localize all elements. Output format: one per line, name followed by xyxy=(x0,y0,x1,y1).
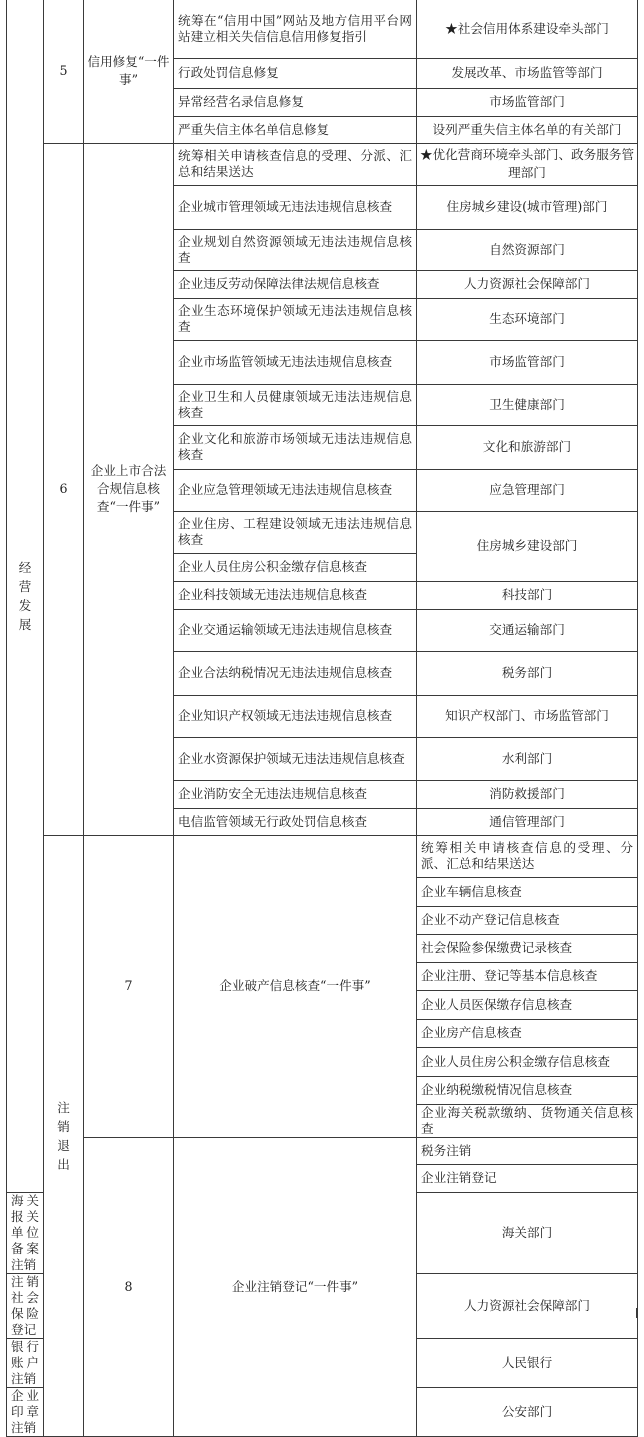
item-text: 企业车辆信息核查 xyxy=(417,877,638,906)
item-text: 企业人员住房公积金缴存信息核查 xyxy=(417,1047,638,1076)
dept-text: 税务部门 xyxy=(417,651,638,695)
dept-text: 文化和旅游部门 xyxy=(417,425,638,469)
item-text: 企业知识产权领域无违法违规信息核查 xyxy=(174,695,417,737)
group-name: 企业破产信息核查“一件事” xyxy=(174,835,417,1137)
item-text: 银行账户注销 xyxy=(7,1338,44,1387)
group-name: 企业注销登记“一件事” xyxy=(174,1137,417,1436)
group-name: 企业上市合法合规信息核查“一件事” xyxy=(84,143,174,835)
group-number: 8 xyxy=(84,1137,174,1436)
table-row xyxy=(7,1137,638,1164)
item-text: 企业注销登记 xyxy=(417,1164,638,1192)
dept-text: 人民银行 xyxy=(417,1338,638,1387)
item-text: 企业注册、登记等基本信息核查 xyxy=(417,962,638,990)
item-text: 企业城市管理领域无违法违规信息核查 xyxy=(174,185,417,229)
dept-text: 住房城乡建设(城市管理)部门 xyxy=(417,185,638,229)
category-cancel: 注销退出 xyxy=(44,835,84,1436)
item-text: 企业市场监管领域无违法违规信息核查 xyxy=(174,340,417,384)
item-text: 企业水资源保护领域无违法违规信息核查 xyxy=(174,737,417,780)
service-table xyxy=(6,0,638,1437)
item-text: 企业消防安全无违法违规信息核查 xyxy=(174,780,417,808)
dept-text: 卫生健康部门 xyxy=(417,384,638,425)
group-number: 7 xyxy=(84,835,174,1137)
item-text: 企业不动产登记信息核查 xyxy=(417,906,638,934)
dept-text: 市场监管部门 xyxy=(417,340,638,384)
item-text: 企业海关税款缴纳、货物通关信息核查 xyxy=(417,1104,638,1137)
item-text: 严重失信主体名单信息修复 xyxy=(174,116,417,143)
dept-text: 人力资源社会保障部门 xyxy=(417,270,638,298)
group-number: 6 xyxy=(44,143,84,835)
item-text: 企业人员住房公积金缴存信息核查 xyxy=(174,553,417,581)
dept-text: 设列严重失信主体名单的有关部门 xyxy=(417,116,638,143)
item-text: 社会保险参保缴费记录核查 xyxy=(417,934,638,962)
item-text: 电信监管领域无行政处罚信息核查 xyxy=(174,808,417,835)
dept-text: ★社会信用体系建设牵头部门 xyxy=(417,0,638,58)
item-text: 企业违反劳动保障法律法规信息核查 xyxy=(174,270,417,298)
item-text: 企业合法纳税情况无违法违规信息核查 xyxy=(174,651,417,695)
item-text: 税务注销 xyxy=(417,1137,638,1164)
table-continuation xyxy=(6,1308,637,1318)
group-number: 5 xyxy=(44,0,84,143)
item-text: 统筹相关申请核查信息的受理、分派、汇总和结果送达 xyxy=(417,835,638,877)
dept-text: 交通运输部门 xyxy=(417,609,638,651)
item-text: 企业卫生和人员健康领域无违法违规信息核查 xyxy=(174,384,417,425)
item-text: 异常经营名录信息修复 xyxy=(174,88,417,116)
category-business: 经营发展 xyxy=(7,0,44,1192)
item-text: 注销社会保险登记 xyxy=(7,1273,44,1338)
dept-text: 通信管理部门 xyxy=(417,808,638,835)
item-text: 企业生态环境保护领域无违法违规信息核查 xyxy=(174,298,417,340)
item-text: 企业住房、工程建设领域无违法违规信息核查 xyxy=(174,511,417,553)
table-row xyxy=(7,143,638,185)
item-text: 行政处罚信息修复 xyxy=(174,58,417,88)
item-text: 海关报关单位备案注销 xyxy=(7,1192,44,1273)
item-text: 企业应急管理领域无违法违规信息核查 xyxy=(174,469,417,511)
dept-text: 发展改革、市场监管等部门 xyxy=(417,58,638,88)
document-page xyxy=(6,0,637,1437)
item-text: 企业房产信息核查 xyxy=(417,1019,638,1047)
item-text: 企业规划自然资源领域无违法违规信息核查 xyxy=(174,229,417,270)
dept-text: 公安部门 xyxy=(417,1387,638,1436)
table-row xyxy=(7,0,638,58)
dept-text: 自然资源部门 xyxy=(417,229,638,270)
item-text: 企业印章注销 xyxy=(7,1387,44,1436)
dept-text: 知识产权部门、市场监管部门 xyxy=(417,695,638,737)
dept-text: 消防救援部门 xyxy=(417,780,638,808)
table-row xyxy=(7,835,638,877)
item-text: 统筹在“信用中国”网站及地方信用平台网站建立相关失信信息信用修复指引 xyxy=(174,0,417,58)
item-text: 统筹相关申请核查信息的受理、分派、汇总和结果送达 xyxy=(174,143,417,185)
dept-text: 生态环境部门 xyxy=(417,298,638,340)
dept-text: 科技部门 xyxy=(417,581,638,609)
dept-text: 住房城乡建设部门 xyxy=(417,511,638,581)
dept-text: 人力资源社会保障部门 xyxy=(417,1273,638,1338)
dept-text: 市场监管部门 xyxy=(417,88,638,116)
group-name: 信用修复“一件事” xyxy=(84,0,174,143)
dept-text: ★优化营商环境牵头部门、政务服务管理部门 xyxy=(417,143,638,185)
dept-text: 应急管理部门 xyxy=(417,469,638,511)
dept-text: 海关部门 xyxy=(417,1192,638,1273)
item-text: 企业文化和旅游市场领域无违法违规信息核查 xyxy=(174,425,417,469)
item-text: 企业交通运输领域无违法违规信息核查 xyxy=(174,609,417,651)
item-text: 企业人员医保缴存信息核查 xyxy=(417,990,638,1019)
item-text: 企业纳税缴税情况信息核查 xyxy=(417,1076,638,1104)
dept-text: 水利部门 xyxy=(417,737,638,780)
item-text: 企业科技领域无违法违规信息核查 xyxy=(174,581,417,609)
